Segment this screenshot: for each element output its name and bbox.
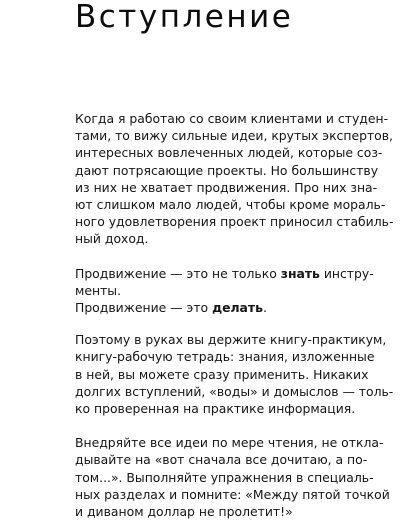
page-title: Вступление [75,0,294,35]
text-line [75,265,375,282]
text-line: Внедряйте все идеи по мере чтения, не откла- [75,435,384,451]
text-line: дают потрясающие проекты. Но большинству [75,162,379,178]
text-line: интересных вовлеченных людей, которые соз- [75,145,383,161]
text-line: ного удовлетворения проект приносил стабиль- [75,214,394,230]
text-line: тами, то вижу сильные идеи, крутых экспертов, [75,128,394,144]
text-line: книгу-рабочую тетрадь: знания, изложенные [75,349,375,365]
text-fragment: инстру- [319,265,374,281]
text-line: ко проверенная на практике информация. [75,401,356,417]
paragraph-workbook [75,331,394,417]
paragraph-promotion [75,265,375,317]
text-fragment: Продвижение — это не только [75,265,281,281]
paragraph-spacer [75,316,375,331]
text-line: том...». Выполняйте упражнения в специаль- [75,469,374,485]
paragraph-action [75,434,390,520]
paragraph-spacer [75,417,375,434]
text-line: в ней, вы можете сразу применить. Никаких [75,366,369,382]
text-line: долгих вступлений, «воды» и домыслов — толь- [75,383,394,399]
text-line: дывайте на «вот сначала все дочитаю, а по- [75,452,368,468]
text-fragment: Продвижение — это [75,300,213,316]
text-line [75,299,375,316]
text-line: и диваном доллар не пролетит!» [75,504,293,520]
text-fragment: . [262,300,267,316]
paragraph-spacer [75,248,375,265]
paragraph-intro [75,110,394,248]
text-line: ных разделах и помните: «Между пятой точкой [75,486,390,502]
text-line: ют слишком мало людей, чтобы кроме мораль- [75,197,386,213]
text-line: менты. [75,282,122,298]
text-line: ный доход. [75,231,149,247]
emphasis-do: делать [212,300,263,316]
emphasis-know: знать [280,265,320,281]
body-text [75,110,394,520]
text-line: Когда я работаю со своим клиентами и студен- [75,111,389,126]
text-line: Поэтому в руках вы держите книгу-практикум, [75,332,387,348]
text-line: из них не хватает продвижения. Про них зна- [75,179,378,195]
